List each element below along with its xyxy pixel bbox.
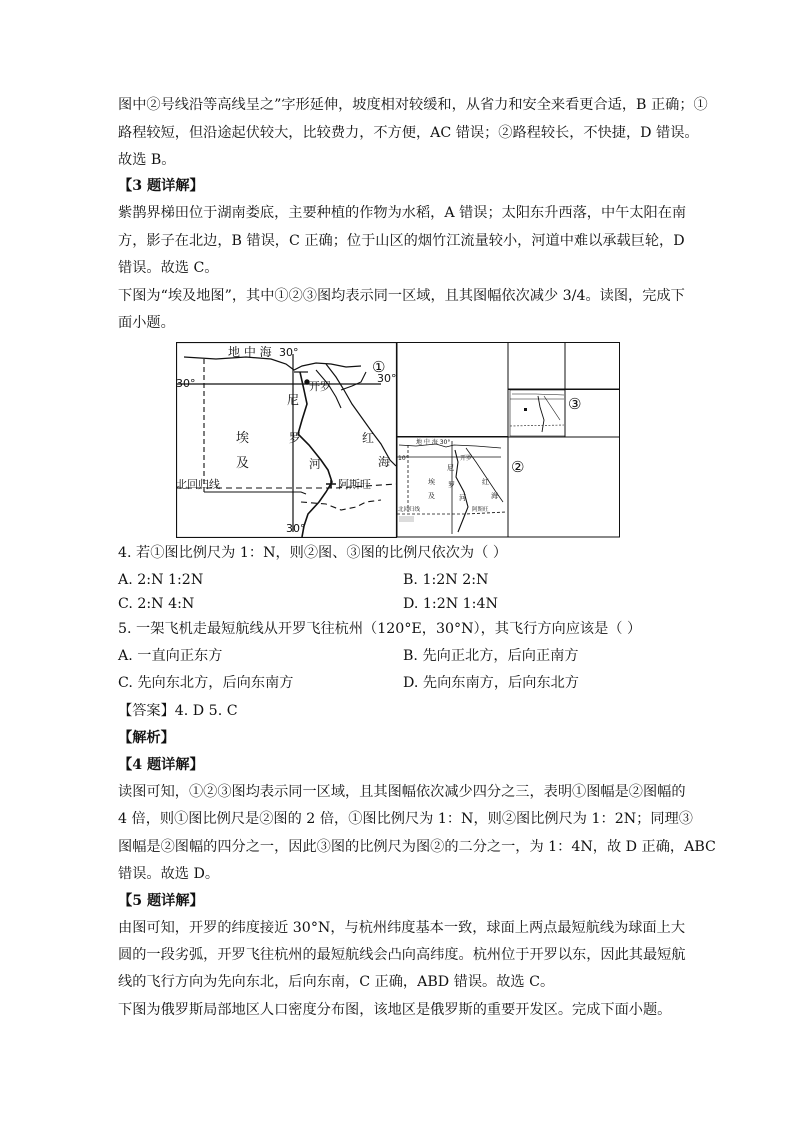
map-label-lat30-left: 30° xyxy=(176,377,196,390)
text-line: 故选 B。 xyxy=(118,152,176,168)
text-line: 由图可知，开罗的纬度接近 30°N，与杭州纬度基本一致，球面上两点最短航线为球面上大 xyxy=(118,920,686,936)
section-heading: 【5 题详解】 xyxy=(118,893,204,909)
map-label-sea: 地 中 海 xyxy=(228,345,272,359)
map-label-circle-1: ① xyxy=(372,358,386,376)
q4-option-a: A. 2:N 1:2N xyxy=(118,572,204,588)
small-map-red-2: 海 xyxy=(491,492,498,500)
map-label-lon30-top: 30° xyxy=(279,346,299,359)
small-map-nile-3: 河 xyxy=(459,494,466,502)
map-label-circle-3: ③ xyxy=(568,395,582,413)
small-map-aswan: 阿斯旺 xyxy=(472,507,489,513)
text-line: 路程较短，但沿途起伏较大，比较费力，不方便，AC 错误；②路程较长，不快捷，D 错误。 xyxy=(118,125,699,141)
q4-options-row-1 xyxy=(118,570,678,590)
q4-option-c: C. 2:N 4:N xyxy=(118,596,195,612)
q4-option-d: D. 1:2N 1:4N xyxy=(403,596,498,612)
map-label-red-1: 红 xyxy=(362,431,375,445)
small-map-lat: 10° xyxy=(398,455,409,462)
small-map-egypt-1: 埃 xyxy=(428,478,435,486)
egypt-map-figure xyxy=(176,342,620,538)
q4-option-b: B. 1:2N 2:N xyxy=(403,572,489,588)
small-map-cairo: 开罗 xyxy=(460,455,473,462)
text-line: 面小题。 xyxy=(118,315,175,331)
map-label-nile-3: 河 xyxy=(309,457,322,471)
text-line: 错误。故选 C。 xyxy=(118,260,219,276)
map-label-nile-1: 尼 xyxy=(287,393,300,407)
text-line: 图中②号线沿等高线呈之”字形延伸，坡度相对较缓和，从省力和安全来看更合适，B 正确；① xyxy=(118,97,708,113)
text-line: 下图为俄罗斯局部地区人口密度分布图，该地区是俄罗斯的重要开发区。完成下面小题。 xyxy=(118,1002,672,1018)
answer-line: 【答案】4. D 5. C xyxy=(118,703,238,719)
map-label-egypt-2: 及 xyxy=(236,456,250,471)
map-label-lat30-right: 30° xyxy=(377,372,397,385)
map-label-tropic: 北回归线 xyxy=(176,478,220,491)
q5-option-c: C. 先向东北方，后向东南方 xyxy=(118,675,294,691)
text-line: 圆的一段劣弧，开罗飞往杭州的最短航线会凸向高纬度。杭州位于开罗以东，因此其最短航 xyxy=(118,947,686,963)
q5-options-row-2 xyxy=(118,673,678,693)
section-heading: 【解析】 xyxy=(118,730,175,746)
text-line: 紫鹊界梯田位于湖南娄底，主要种植的作物为水稻，A 错误；太阳东升西落，中午太阳在南 xyxy=(118,205,687,221)
question-5: 5. 一架飞机走最短航线从开罗飞往杭州（120°E，30°N），其飞行方向应该是（ ） xyxy=(118,621,642,637)
small-map-nile-1: 尼 xyxy=(447,464,454,472)
map-label-red-2: 海 xyxy=(378,455,391,469)
map-label-nile-2: 罗 xyxy=(289,431,302,445)
q5-option-b: B. 先向正北方，后向正南方 xyxy=(403,648,579,664)
q5-option-d: D. 先向东南方，后向东北方 xyxy=(403,675,579,691)
small-map-red-1: 红 xyxy=(482,478,489,486)
question-4: 4. 若①图比例尺为 1：N，则②图、③图的比例尺依次为（ ） xyxy=(118,545,508,561)
text-line: 4 倍，则①图比例尺是②图的 2 倍，①图比例尺为 1：N，则②图比例尺为 1：2N；同理③ xyxy=(118,811,693,827)
small-map-sea: 地 中 海 30° xyxy=(416,439,451,446)
q5-option-a: A. 一直向正东方 xyxy=(118,648,223,664)
q5-options-row-1 xyxy=(118,646,678,666)
text-line: 方，影子在北边，B 错误，C 正确；位于山区的烟竹江流量较小，河道中难以承载巨轮，D xyxy=(118,233,685,249)
map-3 xyxy=(510,390,565,436)
small-map-tropic: 北回归线 xyxy=(398,507,421,513)
map-label-lon30-bottom: 30° xyxy=(286,522,306,535)
map-label-circle-2: ② xyxy=(511,458,525,476)
small-map-egypt-2: 及 xyxy=(428,492,435,500)
text-line: 图幅是②图幅的四分之一，因此③图的比例尺为图②的二分之一，为 1：4N，故 D 正确，ABC xyxy=(118,839,716,855)
section-heading: 【4 题详解】 xyxy=(118,757,204,773)
small-map-nile-2: 罗 xyxy=(448,481,455,489)
map-label-egypt-1: 埃 xyxy=(236,431,250,446)
text-line: 下图为“埃及地图”，其中①②③图均表示同一区域，且其图幅依次减少 3/4。读图，完成下 xyxy=(118,288,685,304)
text-line: 错误。故选 D。 xyxy=(118,866,220,882)
map-label-cairo: 开罗 xyxy=(309,380,331,393)
map-label-aswan: 阿斯旺 xyxy=(338,478,371,491)
text-line: 读图可知，①②③图均表示同一区域，且其图幅依次减少四分之三，表明①图幅是②图幅的 xyxy=(118,784,686,800)
section-heading: 【3 题详解】 xyxy=(118,178,204,194)
text-line: 线的飞行方向为先向东北，后向东南，C 正确，ABD 错误。故选 C。 xyxy=(118,974,555,990)
q4-options-row-2 xyxy=(118,594,678,614)
